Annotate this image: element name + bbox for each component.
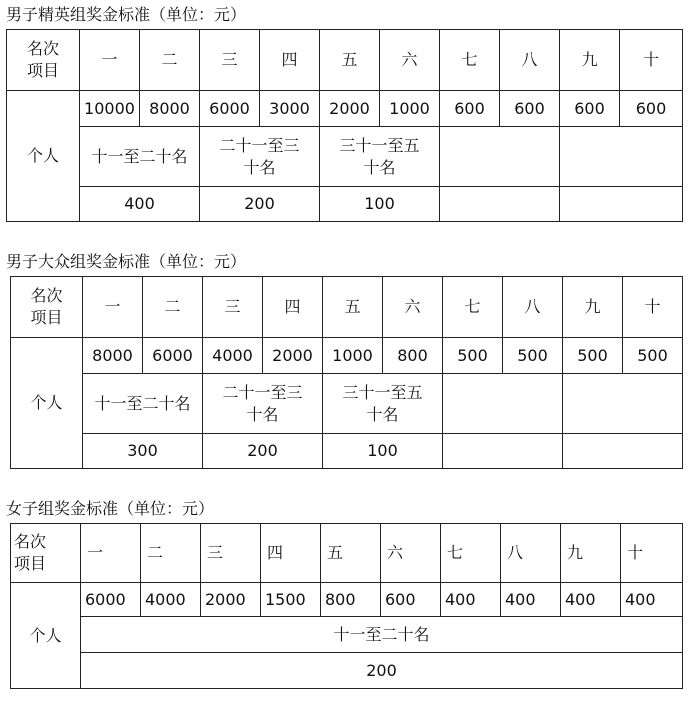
rank-8: 八 — [503, 277, 563, 338]
header-label-rank: 名次 — [30, 286, 63, 305]
range-31-50 — [320, 127, 440, 187]
prize-6: 600 — [381, 583, 441, 617]
rank-8: 八 — [500, 30, 560, 91]
rank-9: 九 — [563, 277, 623, 338]
empty-cell — [563, 374, 683, 434]
extra-prize-21-30: 200 — [200, 187, 320, 222]
rank-7: 七 — [441, 524, 501, 583]
header-label-cell — [11, 524, 81, 583]
header-label-item: 项目 — [26, 61, 59, 80]
empty-cell — [440, 127, 560, 187]
prize-4: 1500 — [261, 583, 321, 617]
prize-table-men-mass — [10, 276, 683, 469]
rank-10: 十 — [623, 277, 683, 338]
prize-7: 600 — [440, 91, 500, 127]
prize-10: 600 — [620, 91, 683, 127]
range-21-30 — [200, 127, 320, 187]
prize-2: 8000 — [140, 91, 200, 127]
range-31-50-line2: 十名 — [363, 157, 396, 177]
prize-5: 2000 — [320, 91, 380, 127]
prize-7: 500 — [443, 338, 503, 374]
header-label-item: 项目 — [14, 554, 47, 573]
prize-row — [11, 338, 683, 374]
rank-9: 九 — [561, 524, 621, 583]
rank-10: 十 — [621, 524, 683, 583]
prize-1: 8000 — [83, 338, 143, 374]
rank-4: 四 — [261, 524, 321, 583]
section-title-women: 女子组奖金标准（单位：元） — [6, 499, 215, 518]
range-31-50 — [323, 374, 443, 434]
rank-4: 四 — [260, 30, 320, 91]
range-21-30-line2: 十名 — [246, 404, 279, 424]
range-11-20: 十一至二十名 — [81, 617, 683, 653]
section-title-men-elite: 男子精英组奖金标准（单位：元） — [6, 5, 247, 24]
rank-6: 六 — [383, 277, 443, 338]
rank-7: 七 — [440, 30, 500, 91]
extra-prize-31-50: 100 — [323, 434, 443, 469]
range-11-20-line1: 十一至二十名 — [94, 393, 191, 413]
prize-10: 500 — [623, 338, 683, 374]
prize-1: 10000 — [80, 91, 140, 127]
header-label-rank: 名次 — [26, 39, 59, 58]
rank-5: 五 — [323, 277, 383, 338]
extra-prize-row — [7, 187, 683, 222]
header-row — [11, 524, 683, 583]
extra-range-row — [11, 374, 683, 434]
range-21-30-line1: 二十一至三 — [222, 382, 303, 402]
prize-9: 400 — [561, 583, 621, 617]
range-31-50-line1: 三十一至五 — [342, 382, 423, 402]
prize-3: 2000 — [201, 583, 261, 617]
prize-6: 1000 — [380, 91, 440, 127]
rank-7: 七 — [443, 277, 503, 338]
rank-1: 一 — [81, 524, 141, 583]
extra-prize-11-20: 200 — [81, 653, 683, 689]
header-label-item: 项目 — [30, 308, 63, 327]
prize-row — [11, 583, 683, 617]
extra-prize-21-30: 200 — [203, 434, 323, 469]
section-title-men-mass: 男子大众组奖金标准（单位：元） — [6, 252, 247, 271]
extra-range-row — [7, 127, 683, 187]
header-label-rank: 名次 — [14, 532, 47, 551]
range-21-30 — [203, 374, 323, 434]
extra-prize-row — [11, 653, 683, 689]
empty-cell — [560, 127, 683, 187]
prize-4: 2000 — [263, 338, 323, 374]
header-row — [7, 30, 683, 91]
range-21-30-line1: 二十一至三 — [219, 135, 300, 155]
extra-prize-row — [11, 434, 683, 469]
rank-6: 六 — [381, 524, 441, 583]
empty-cell — [443, 374, 563, 434]
prize-8: 600 — [500, 91, 560, 127]
prize-5: 800 — [321, 583, 381, 617]
row-label-individual: 个人 — [7, 91, 80, 222]
rank-4: 四 — [263, 277, 323, 338]
rank-2: 二 — [140, 30, 200, 91]
prize-9: 600 — [560, 91, 620, 127]
prize-6: 800 — [383, 338, 443, 374]
rank-9: 九 — [560, 30, 620, 91]
range-31-50-line1: 三十一至五 — [339, 135, 420, 155]
rank-3: 三 — [203, 277, 263, 338]
prize-7: 400 — [441, 583, 501, 617]
rank-2: 二 — [143, 277, 203, 338]
range-21-30-line2: 十名 — [243, 157, 276, 177]
empty-cell — [443, 434, 563, 469]
prize-10: 400 — [621, 583, 683, 617]
range-31-50-line2: 十名 — [366, 404, 399, 424]
prize-5: 1000 — [323, 338, 383, 374]
extra-prize-11-20: 400 — [80, 187, 200, 222]
header-label-cell — [11, 277, 83, 338]
extra-range-row — [11, 617, 683, 653]
prize-8: 400 — [501, 583, 561, 617]
rank-2: 二 — [141, 524, 201, 583]
row-label-individual: 个人 — [11, 583, 81, 689]
rank-3: 三 — [200, 30, 260, 91]
prize-8: 500 — [503, 338, 563, 374]
prize-3: 4000 — [203, 338, 263, 374]
prize-2: 4000 — [141, 583, 201, 617]
rank-5: 五 — [320, 30, 380, 91]
rank-6: 六 — [380, 30, 440, 91]
empty-cell — [560, 187, 683, 222]
range-11-20-line1: 十一至二十名 — [91, 146, 188, 166]
header-label-cell — [7, 30, 80, 91]
rank-10: 十 — [620, 30, 683, 91]
empty-cell — [563, 434, 683, 469]
prize-9: 500 — [563, 338, 623, 374]
rank-8: 八 — [501, 524, 561, 583]
header-row — [11, 277, 683, 338]
prize-3: 6000 — [200, 91, 260, 127]
prize-4: 3000 — [260, 91, 320, 127]
prize-row — [7, 91, 683, 127]
prize-1: 6000 — [81, 583, 141, 617]
range-11-20 — [80, 127, 200, 187]
rank-1: 一 — [80, 30, 140, 91]
rank-5: 五 — [321, 524, 381, 583]
extra-prize-11-20: 300 — [83, 434, 203, 469]
extra-prize-31-50: 100 — [320, 187, 440, 222]
prize-table-men-elite — [6, 29, 683, 222]
row-label-individual: 个人 — [11, 338, 83, 469]
range-11-20 — [83, 374, 203, 434]
prize-table-women — [10, 523, 683, 689]
rank-3: 三 — [201, 524, 261, 583]
empty-cell — [440, 187, 560, 222]
rank-1: 一 — [83, 277, 143, 338]
prize-2: 6000 — [143, 338, 203, 374]
